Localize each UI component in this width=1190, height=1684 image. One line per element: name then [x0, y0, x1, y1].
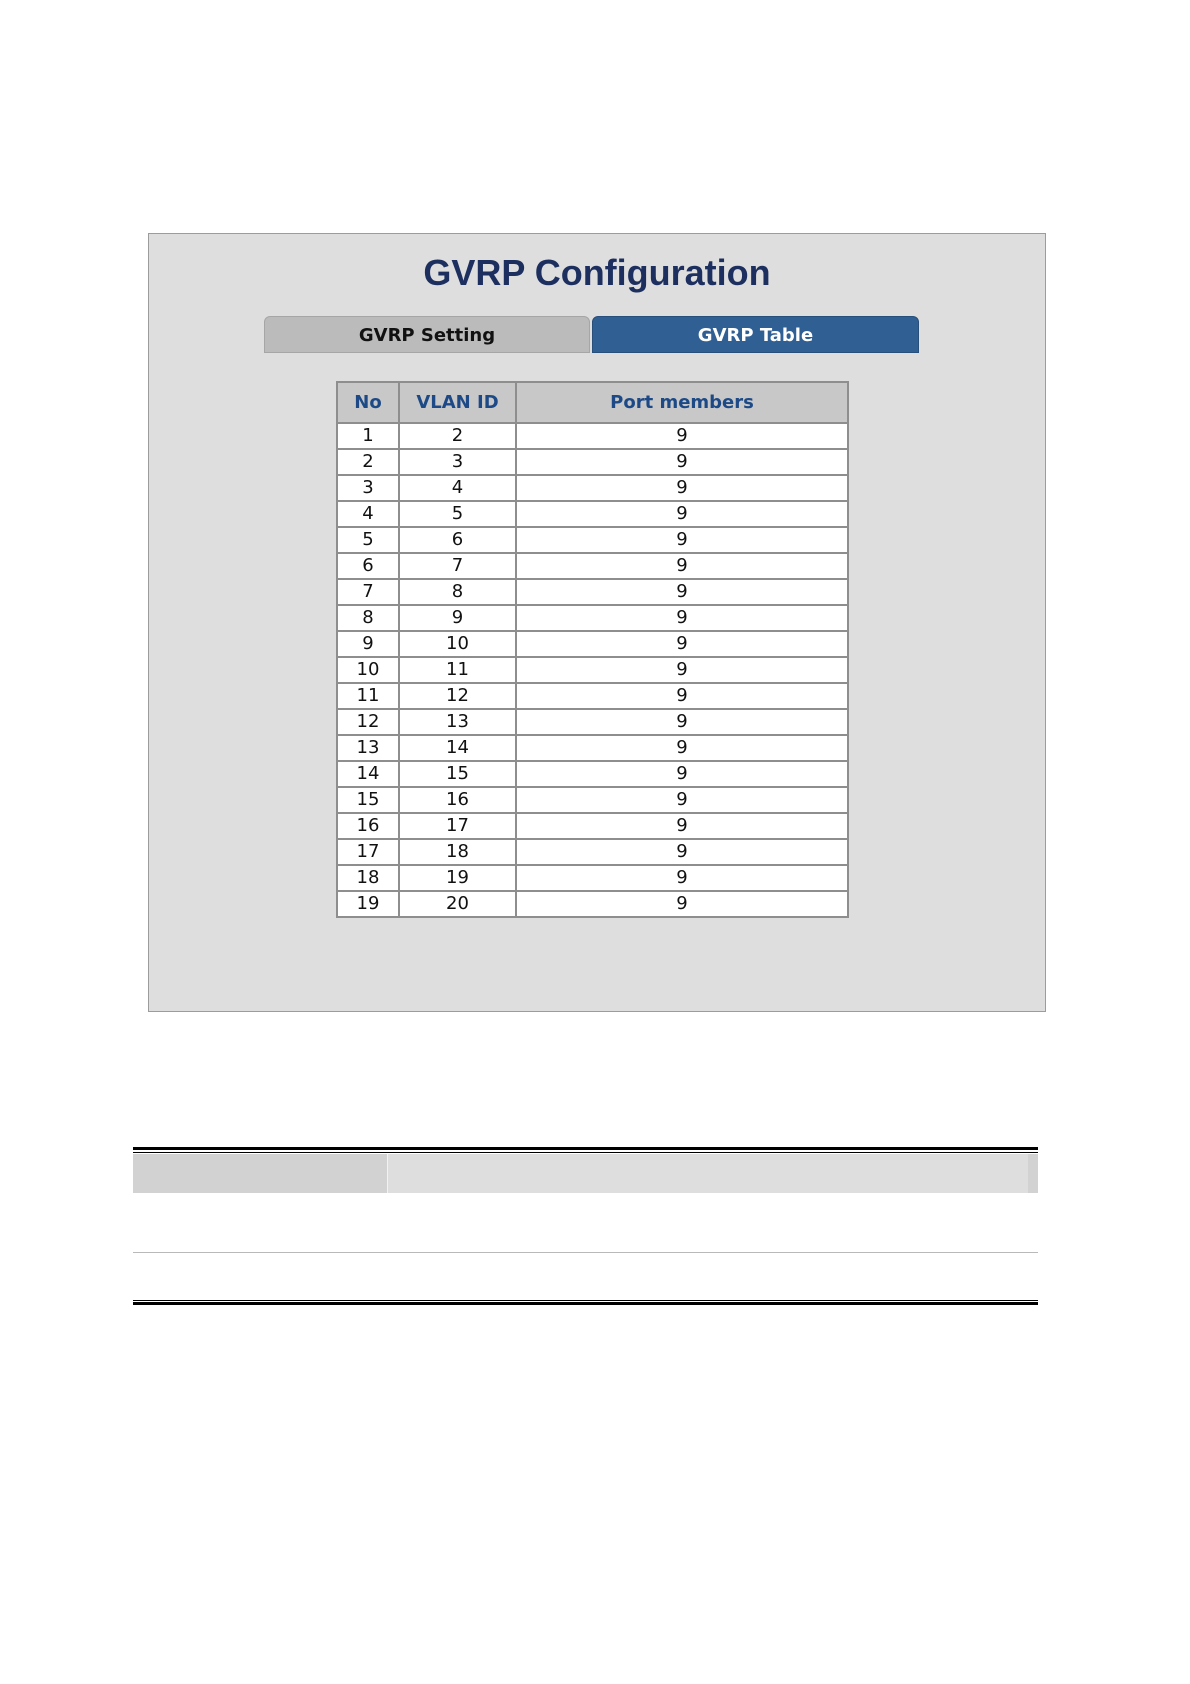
column-header-vlan-id: VLAN ID — [399, 382, 516, 423]
table-header-row — [337, 382, 848, 423]
description-table-header-cell — [387, 1154, 1028, 1193]
table-row — [337, 839, 848, 865]
cell-port-members: 9 — [516, 475, 848, 501]
cell-vlan-id: 6 — [399, 527, 516, 553]
table-row — [337, 813, 848, 839]
cell-vlan-id: 14 — [399, 735, 516, 761]
gvrp-table — [336, 381, 849, 918]
cell-port-members: 9 — [516, 839, 848, 865]
table-row — [337, 475, 848, 501]
cell-vlan-id: 10 — [399, 631, 516, 657]
cell-vlan-id: 13 — [399, 709, 516, 735]
cell-no: 18 — [337, 865, 399, 891]
table-row — [337, 501, 848, 527]
cell-port-members: 9 — [516, 605, 848, 631]
cell-no: 16 — [337, 813, 399, 839]
cell-port-members: 9 — [516, 631, 848, 657]
cell-no: 4 — [337, 501, 399, 527]
cell-no: 11 — [337, 683, 399, 709]
tab-gvrp-table[interactable]: GVRP Table — [592, 316, 919, 353]
table-row — [337, 631, 848, 657]
cell-vlan-id: 16 — [399, 787, 516, 813]
cell-vlan-id: 15 — [399, 761, 516, 787]
column-header-no: No — [337, 382, 399, 423]
cell-port-members: 9 — [516, 865, 848, 891]
cell-no: 13 — [337, 735, 399, 761]
cell-no: 10 — [337, 657, 399, 683]
cell-port-members: 9 — [516, 527, 848, 553]
table-row — [337, 449, 848, 475]
table-row — [337, 683, 848, 709]
cell-port-members: 9 — [516, 787, 848, 813]
cell-no: 8 — [337, 605, 399, 631]
cell-port-members: 9 — [516, 735, 848, 761]
cell-no: 5 — [337, 527, 399, 553]
cell-port-members: 9 — [516, 423, 848, 449]
cell-vlan-id: 11 — [399, 657, 516, 683]
cell-port-members: 9 — [516, 553, 848, 579]
cell-vlan-id: 19 — [399, 865, 516, 891]
table-row — [337, 709, 848, 735]
cell-port-members: 9 — [516, 449, 848, 475]
page-title: GVRP Configuration — [423, 252, 771, 293]
cell-no: 9 — [337, 631, 399, 657]
description-table — [133, 1147, 1038, 1305]
cell-no: 12 — [337, 709, 399, 735]
cell-vlan-id: 18 — [399, 839, 516, 865]
table-row — [337, 787, 848, 813]
cell-port-members: 9 — [516, 761, 848, 787]
cell-port-members: 9 — [516, 683, 848, 709]
table-row — [337, 579, 848, 605]
cell-no: 6 — [337, 553, 399, 579]
cell-vlan-id: 2 — [399, 423, 516, 449]
description-table-header — [133, 1154, 1038, 1193]
table-rule — [133, 1300, 1038, 1301]
table-rule — [133, 1302, 1038, 1305]
gvrp-config-panel — [148, 233, 1046, 1012]
cell-port-members: 9 — [516, 891, 848, 917]
table-row — [337, 865, 848, 891]
cell-port-members: 9 — [516, 657, 848, 683]
cell-port-members: 9 — [516, 501, 848, 527]
table-rule — [133, 1147, 1038, 1150]
table-row — [337, 761, 848, 787]
cell-port-members: 9 — [516, 579, 848, 605]
table-row — [337, 735, 848, 761]
cell-vlan-id: 5 — [399, 501, 516, 527]
table-row — [337, 423, 848, 449]
cell-no: 2 — [337, 449, 399, 475]
cell-vlan-id: 7 — [399, 553, 516, 579]
cell-vlan-id: 4 — [399, 475, 516, 501]
cell-no: 17 — [337, 839, 399, 865]
cell-vlan-id: 17 — [399, 813, 516, 839]
cell-port-members: 9 — [516, 813, 848, 839]
cell-vlan-id: 3 — [399, 449, 516, 475]
cell-vlan-id: 9 — [399, 605, 516, 631]
cell-port-members: 9 — [516, 709, 848, 735]
table-row — [337, 891, 848, 917]
column-header-port-members: Port members — [516, 382, 848, 423]
table-row — [337, 657, 848, 683]
cell-no: 19 — [337, 891, 399, 917]
cell-no: 1 — [337, 423, 399, 449]
table-divider — [133, 1252, 1038, 1253]
table-row — [337, 553, 848, 579]
table-row — [337, 605, 848, 631]
cell-no: 15 — [337, 787, 399, 813]
table-rule — [133, 1152, 1038, 1153]
cell-no: 14 — [337, 761, 399, 787]
tab-gvrp-setting[interactable]: GVRP Setting — [264, 316, 590, 353]
cell-vlan-id: 8 — [399, 579, 516, 605]
cell-no: 3 — [337, 475, 399, 501]
cell-no: 7 — [337, 579, 399, 605]
table-row — [337, 527, 848, 553]
cell-vlan-id: 20 — [399, 891, 516, 917]
cell-vlan-id: 12 — [399, 683, 516, 709]
